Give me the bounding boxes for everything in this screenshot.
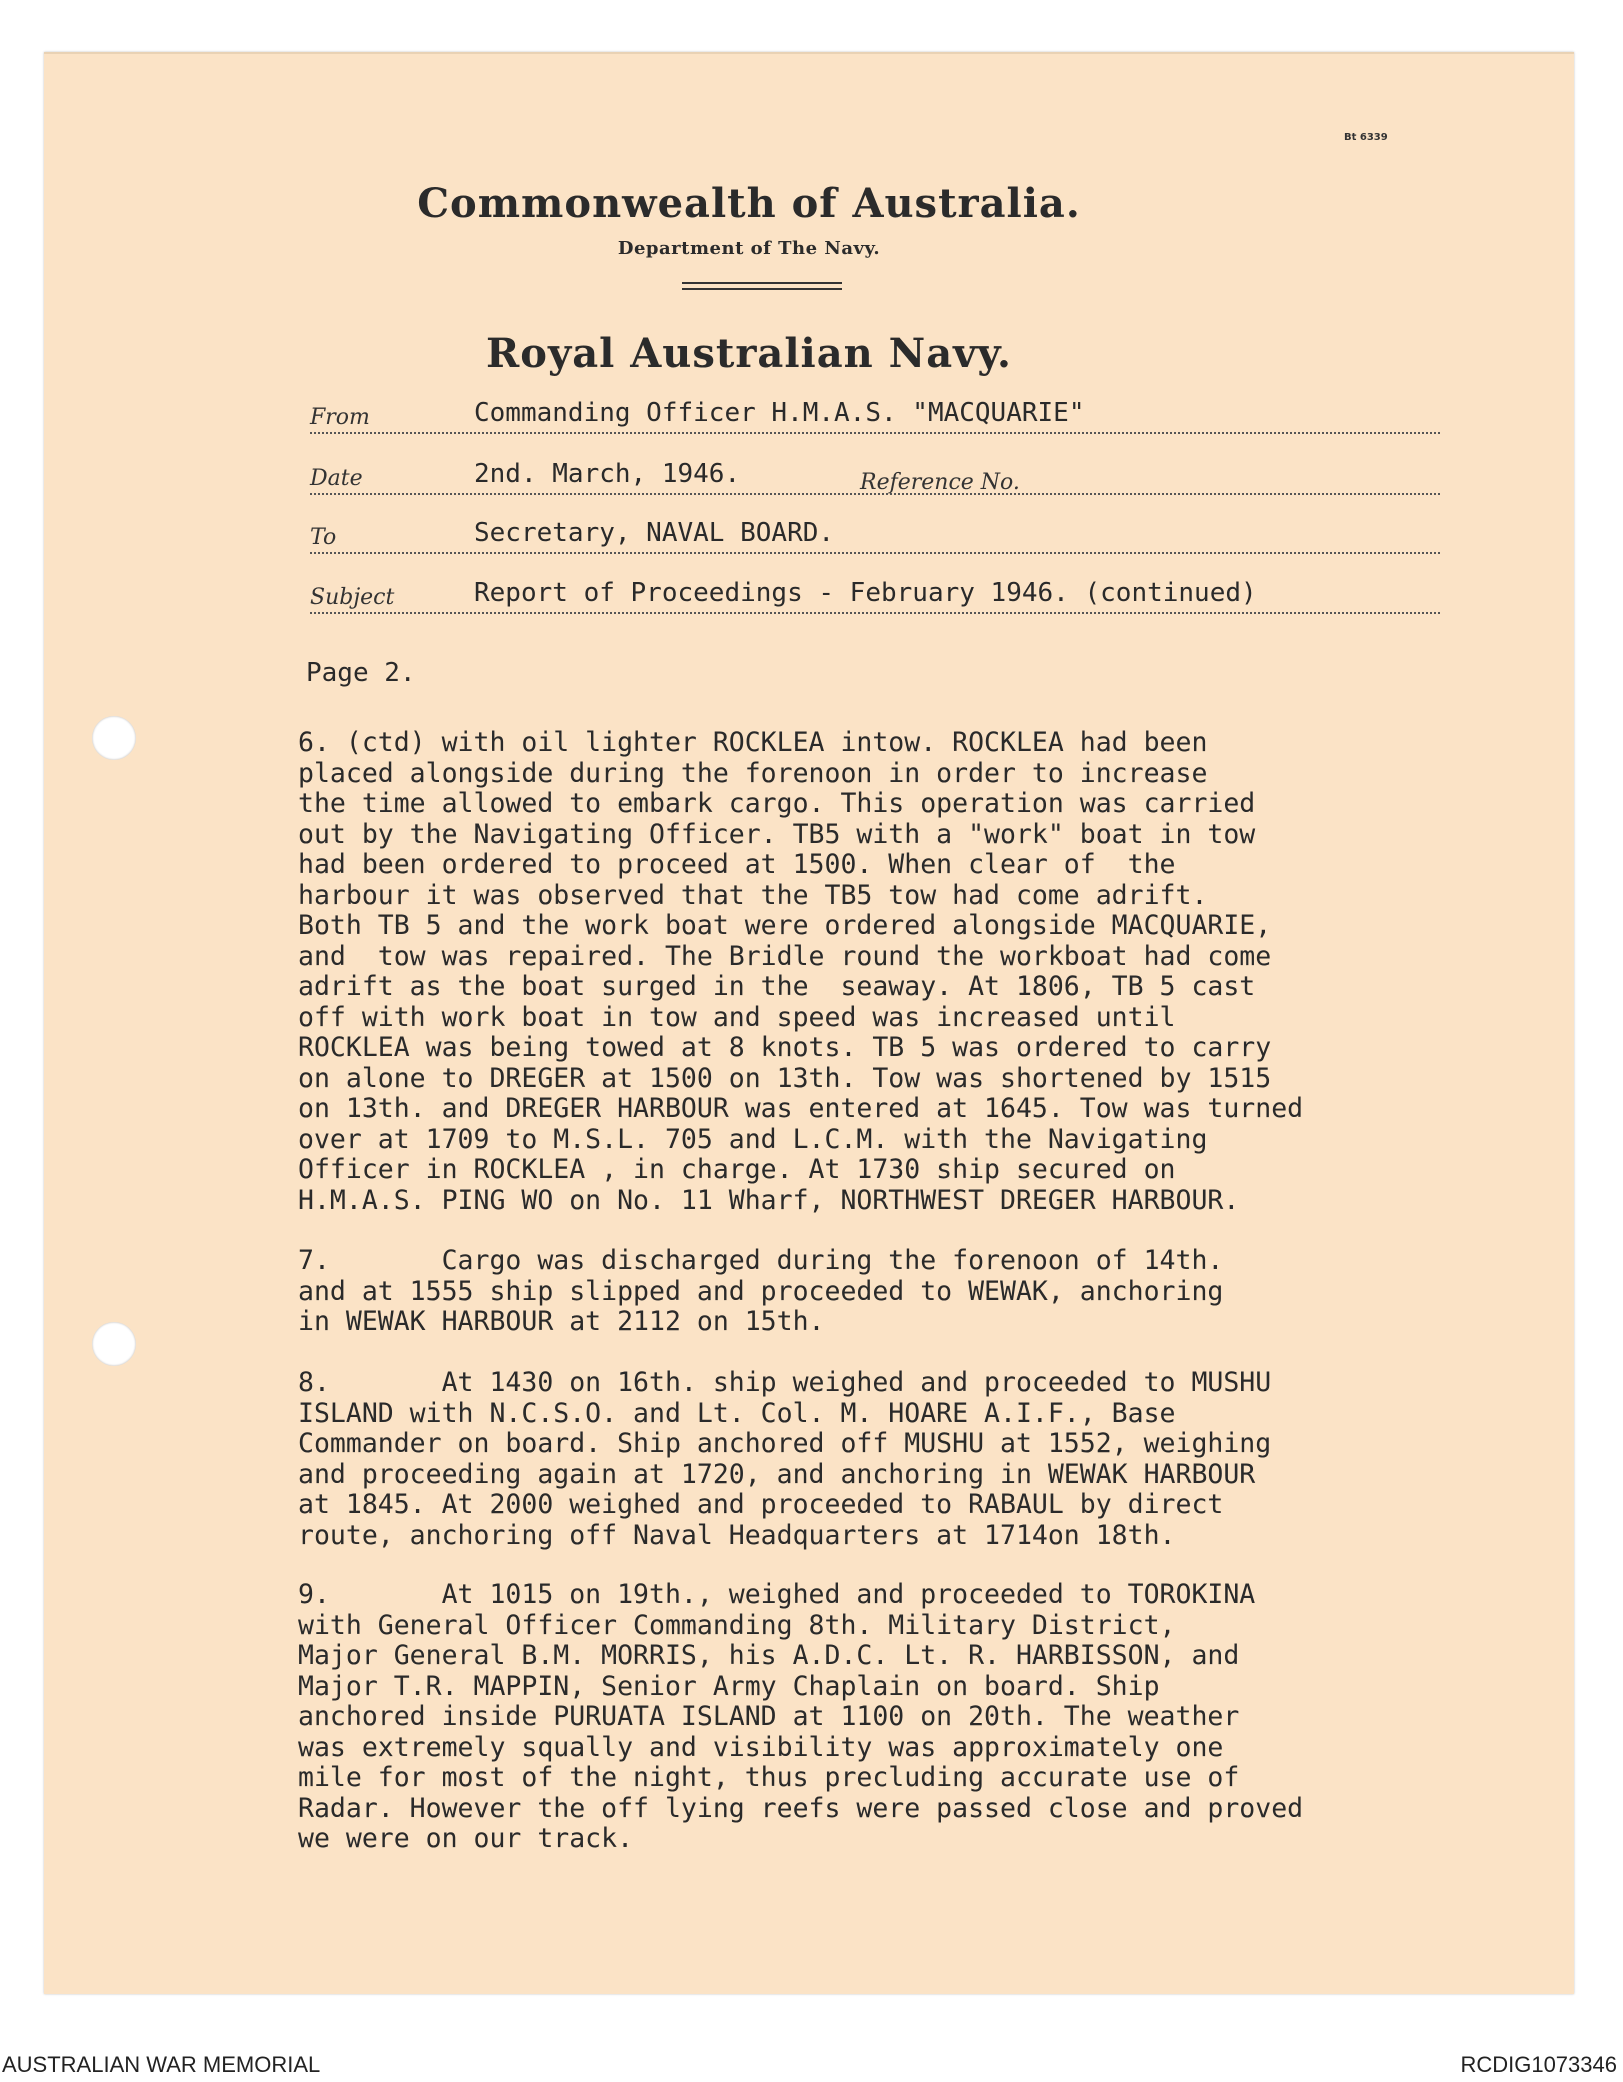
field-to bbox=[310, 508, 1440, 554]
field-subject bbox=[310, 568, 1440, 614]
catalog-mark: Bt 6339 bbox=[1344, 132, 1388, 143]
header-department: Department of The Navy. bbox=[617, 238, 881, 259]
field-date-value: 2nd. March, 1946. bbox=[474, 459, 741, 489]
field-subject-value: Report of Proceedings - February 1946. (continued) bbox=[474, 578, 1257, 608]
punch-hole-top bbox=[92, 716, 136, 760]
field-from-label: From bbox=[310, 405, 370, 430]
header-commonwealth: Commonwealth of Australia. bbox=[417, 180, 1081, 227]
paragraph-7: 7. Cargo was discharged during the forenoon of 14th. and at 1555 ship slipped and proceeded to WEWAK, anchoring in WEWAK HARBOUR at 2112 on 15th. bbox=[298, 1245, 1224, 1337]
field-from bbox=[310, 388, 1440, 434]
field-to-value: Secretary, NAVAL BOARD. bbox=[474, 518, 835, 548]
paragraph-6: 6. (ctd) with oil lighter ROCKLEA intow. ROCKLEA had been placed alongside during the forenoon in order to increase the time allowed to embark cargo. This operation was carried out by the Navigating Officer. TB5 with a "work" boat in tow had been ordered to proceed at 1500. When clear of the harbour it was observed that the TB5 tow had come adrift. Both TB 5 and the work boat were ordered alongside MACQUARIE, and tow was repaired. The Bridle round the workboat had come adrift as the boat surged in the seaway. At 1806, TB 5 cast off with work boat in tow and speed was increased until ROCKLEA was being towed at 8 knots. TB 5 was ordered to carry on alone to DREGER at 1500 on 13th. Tow was shortened by 1515 on 13th. and DREGER HARBOUR was entered at 1645. Tow was turned over at 1709 to M.S.L. 705 and L.C.M. with the Navigating Officer in ROCKLEA , in charge. At 1730 ship secured on H.M.A.S. PING WO on No. 11 Wharf, NORTHWEST DREGER HARBOUR. bbox=[298, 727, 1304, 1216]
footer-left: AUSTRALIAN WAR MEMORIAL bbox=[2, 2052, 321, 2077]
field-from-value: Commanding Officer H.M.A.S. "MACQUARIE" bbox=[474, 398, 1085, 428]
field-subject-label: Subject bbox=[310, 585, 395, 610]
document-sheet bbox=[44, 52, 1574, 1994]
paragraph-8: 8. At 1430 on 16th. ship weighed and proceeded to MUSHU ISLAND with N.C.S.O. and Lt. Col. M. HOARE A.I.F., Base Commander on board. Ship anchored off MUSHU at 1552, weighing and proceeding again at 1720, and anchoring in WEWAK HARBOUR at 1845. At 2000 weighed and proceeded to RABAUL by direct route, anchoring off Naval Headquarters at 1714on 18th. bbox=[298, 1367, 1272, 1551]
header-royal-australian-navy: Royal Australian Navy. bbox=[486, 330, 1012, 377]
punch-hole-bottom bbox=[92, 1322, 136, 1366]
field-date bbox=[310, 449, 1440, 495]
field-date-label: Date bbox=[310, 466, 363, 491]
paragraph-9: 9. At 1015 on 19th., weighed and proceeded to TOROKINA with General Officer Commanding 8th. Military District, Major General B.M. MORRIS, his A.D.C. Lt. R. HARBISSON, and Major T.R. MAPPIN, Senior Army Chaplain on board. Ship anchored inside PURUATA ISLAND at 1100 on 20th. The weather was extremely squally and visibility was approximately one mile for most of the night, thus precluding accurate use of Radar. However the off lying reefs were passed close and proved we were on our track. bbox=[298, 1579, 1304, 1854]
header-double-rule bbox=[682, 282, 842, 294]
page-number: Page 2. bbox=[306, 658, 416, 688]
footer-right: RCDIG1073346 bbox=[1460, 2052, 1617, 2077]
field-reference-label: Reference No. bbox=[860, 470, 1020, 495]
field-to-label: To bbox=[310, 525, 337, 550]
